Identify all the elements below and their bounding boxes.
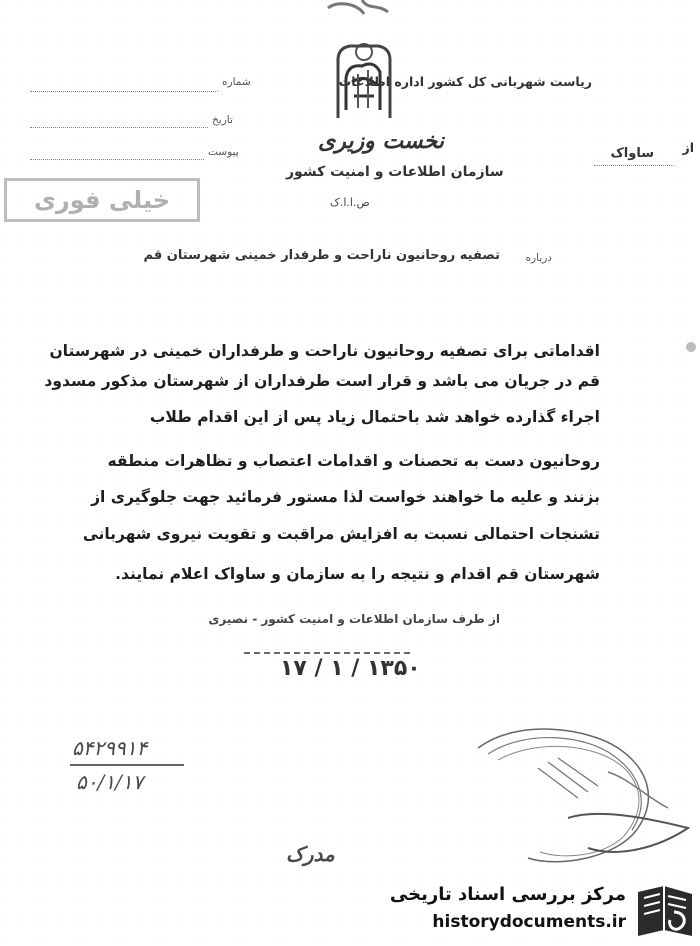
lion-and-sun-emblem [318,0,408,128]
book-logo-icon [634,882,696,940]
signature-scribble [448,708,698,878]
organization-title: سازمان اطلاعات و امنیت کشور [286,164,504,180]
body-line-4: روحانیون دست به تحصنات و اقدامات اعتصاب و تظاهرات منطقه [107,452,600,470]
field-date-line [30,126,208,128]
watermark-title: مرکز بررسی اسناد تاریخی [389,884,626,905]
margin-mark [686,342,696,352]
body-line-2: قم در جریان می باشد و قرار است طرفداران از شهرستان مذکور مسدود [44,372,600,390]
body-line-3: اجراء گذارده خواهد شد باحتمال زیاد پس از این اقدام طلاب [149,408,600,426]
date-stamp: ۱۷ / ۱ / ۱۳۵۰ [280,656,421,681]
field-date-label: تاریخ [212,114,233,126]
handwritten-divider [70,764,184,766]
handwritten-ref-date: ۵۰/۱/۱۷ [76,770,144,794]
field-number-label: شماره [222,76,251,88]
organization-code: ص.ا.ا.ک [330,196,370,209]
from-label: از [682,140,694,155]
body-line-1: اقداماتی برای تصفیه روحانیون ناراحت و طرفداران خمینی در شهرستان [49,342,600,360]
urgent-stamp [4,178,200,222]
body-line-5: بزنند و علیه ما خواهند خواست لذا مستور فرمائید جهت جلوگیری از [91,488,600,506]
handwritten-ref-number: ۵۴۲۹۹۱۴ [72,736,148,760]
watermark [389,878,700,946]
field-number-line [30,90,218,92]
urgent-stamp-text: خیلی فوری [33,186,171,214]
ministry-title: نخست وزیری [318,128,444,154]
header-organization: ریاست شهربانی کل کشور اداره اطلاعات [338,74,592,89]
body-line-7: شهرستان قم اقدام و نتیجه را به سازمان و ساواک اعلام نمایند. [115,565,600,583]
from-value: ساواک [610,146,654,161]
field-attach-line [30,158,204,160]
field-attach-label: پیوست [208,146,239,158]
body-line-6: تشنجات احتمالی نسبت به افزایش مراقبت و تقویت نیروی شهربانی [82,525,600,543]
bottom-handwritten-mark: مدرک [286,842,335,866]
closing-note: از طرف سازمان اطلاعات و امنیت کشور - نصیری [208,612,500,626]
subject-label: درباره [525,252,552,264]
watermark-url: historydocuments.ir [432,912,626,932]
subject-text: تصفیه روحانیون ناراحت و طرفدار خمینی شهرستان قم [143,248,500,263]
from-dotted-line [594,164,674,166]
date-stamp-line [244,652,410,654]
